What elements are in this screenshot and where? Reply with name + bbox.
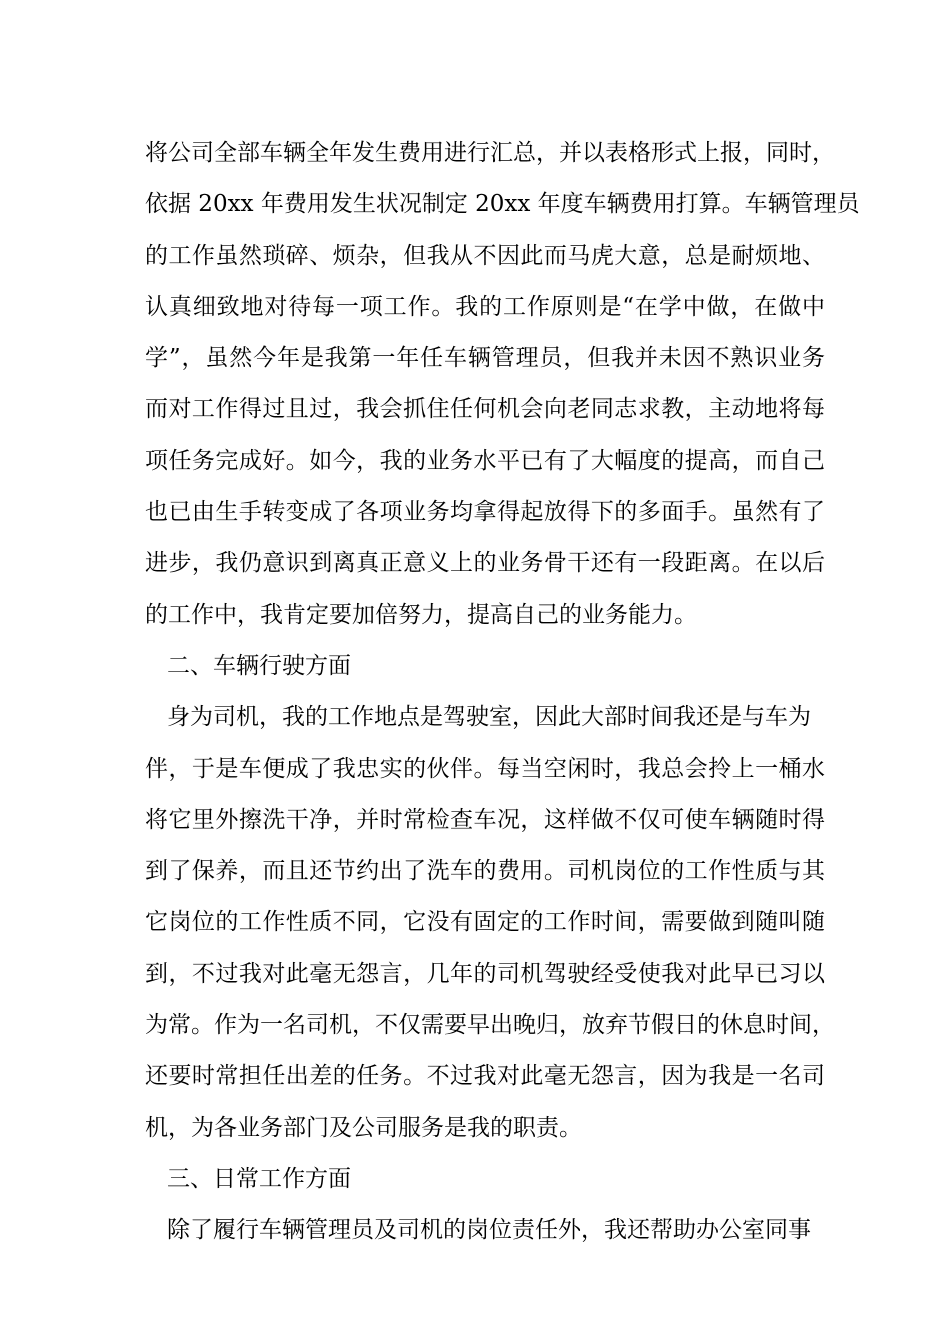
text-line: 而对工作得过且过，我会抓住任何机会向老同志求教，主动地将每	[145, 396, 825, 423]
text-line: 依据 20xx 年费用发生状况制定 20xx 年度车辆费用打算。车辆管理员	[145, 191, 860, 218]
text-line: 身为司机，我的工作地点是驾驶室，因此大部时间我还是与车为	[167, 704, 811, 731]
text-line: 的工作虽然琐碎、烦杂，但我从不因此而马虎大意，总是耐烦地、	[145, 242, 825, 269]
text-line: 还要时常担任出差的任务。不过我对此毫无怨言，因为我是一名司	[145, 1063, 825, 1090]
section-heading: 三、日常工作方面	[167, 1165, 351, 1192]
text-line: 它岗位的工作性质不同，它没有固定的工作时间，需要做到随叫随	[145, 909, 825, 936]
text-line: 进步，我仍意识到离真正意义上的业务骨干还有一段距离。在以后	[145, 550, 825, 577]
text-line: 伴，于是车便成了我忠实的伙伴。每当空闲时，我总会拎上一桶水	[145, 755, 825, 782]
text-line: 的工作中，我肯定要加倍努力，提高自己的业务能力。	[145, 601, 697, 628]
text-line: 项任务完成好。如今，我的业务水平已有了大幅度的提高，而自己	[145, 447, 825, 474]
text-line: 为常。作为一名司机，不仅需要早出晚归，放弃节假日的休息时间，	[145, 1012, 835, 1039]
body-text	[145, 128, 860, 1257]
text-line: 将公司全部车辆全年发生费用进行汇总，并以表格形式上报，同时，	[145, 140, 835, 166]
text-line: 除了履行车辆管理员及司机的岗位责任外，我还帮助办公室同事	[167, 1217, 811, 1244]
text-line: 将它里外擦洗干净，并时常检查车况，这样做不仅可使车辆随时得	[145, 806, 825, 833]
text-line: 学”，虽然今年是我第一年任车辆管理员，但我并未因不熟识业务	[145, 345, 825, 372]
text-line: 机，为各业务部门及公司服务是我的职责。	[145, 1114, 582, 1141]
text-line: 到了保养，而且还节约出了洗车的费用。司机岗位的工作性质与其	[145, 858, 825, 885]
text-line: 到，不过我对此毫无怨言，几年的司机驾驶经受使我对此早已习以	[145, 960, 825, 987]
text-line: 也已由生手转变成了各项业务均拿得起放得下的多面手。虽然有了	[145, 499, 825, 526]
section-heading: 二、车辆行驶方面	[167, 652, 351, 679]
text-line: 认真细致地对待每一项工作。我的工作原则是“在学中做，在做中	[145, 293, 825, 320]
